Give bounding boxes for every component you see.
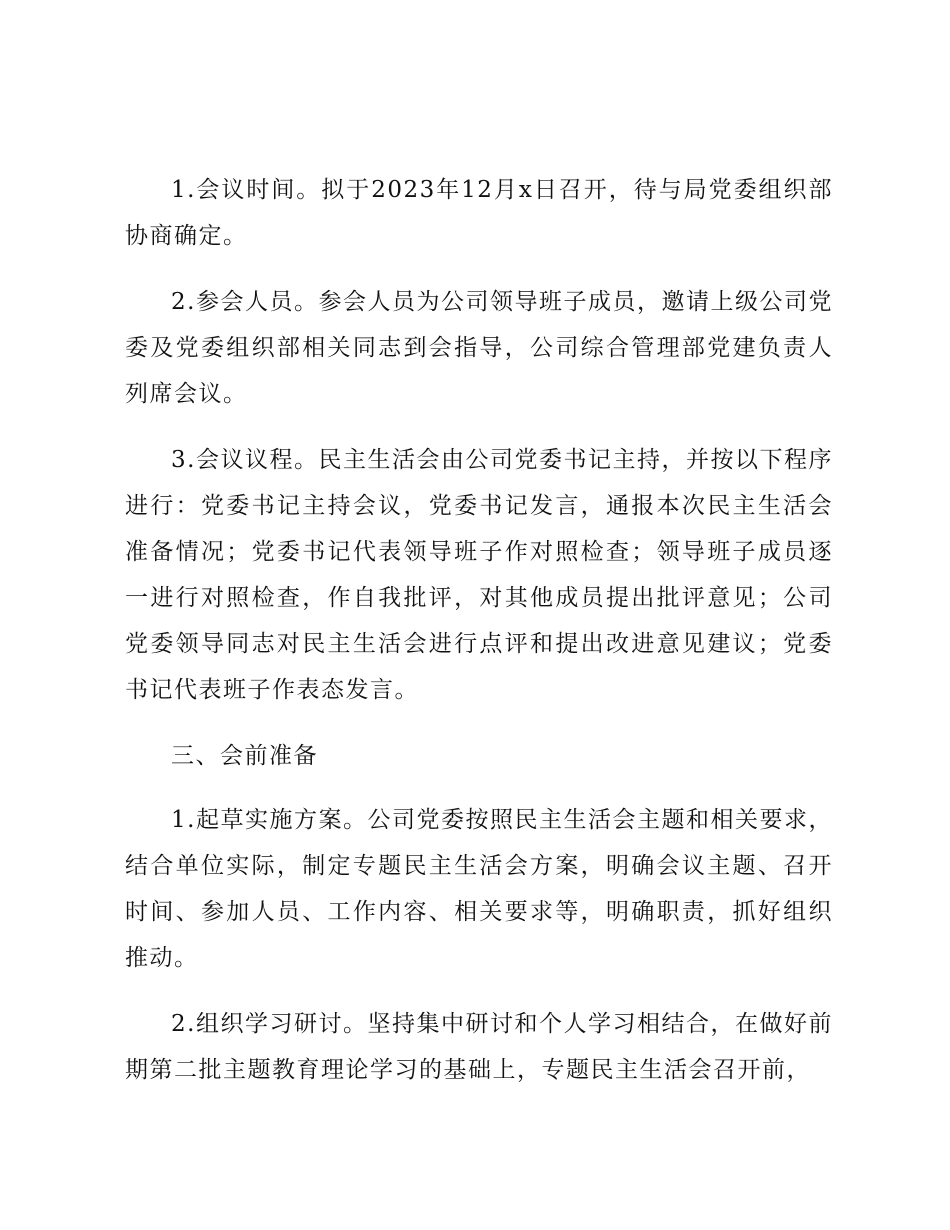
section-heading-preparation: 三、会前准备 bbox=[171, 743, 318, 769]
paragraph-study-discussion: 2.组织学习研讨。坚持集中研讨和个人学习相结合，在做好前期第二批主题教育理论学习的基础上，专题民主生活会召开前， bbox=[125, 1011, 833, 1083]
document-body bbox=[125, 167, 833, 1113]
paragraph-draft-plan: 1.起草实施方案。公司党委按照民主生活会主题和相关要求，结合单位实际，制定专题民主生活会方案，明确会议主题、召开时间、参加人员、工作内容、相关要求等，明确职责，抓好组织推动。 bbox=[125, 807, 833, 971]
paragraph-meeting-time: 1.会议时间。拟于2023年12月x日召开，待与局党委组织部协商确定。 bbox=[125, 177, 833, 249]
paragraph-attendees: 2.参会人员。参会人员为公司领导班子成员，邀请上级公司党委及党委组织部相关同志到会指导，公司综合管理部党建负责人列席会议。 bbox=[125, 289, 833, 407]
paragraph-agenda: 3.会议议程。民主生活会由公司党委书记主持，并按以下程序进行：党委书记主持会议，党委书记发言，通报本次民主生活会准备情况；党委书记代表领导班子作对照检查；领导班子成员逐一进行对照检查，作自我批评，对其他成员提出批评意见；公司党委领导同志对民主生活会进行点评和提出改进意见建议；党委书记代表班子作表态发言。 bbox=[125, 447, 833, 703]
